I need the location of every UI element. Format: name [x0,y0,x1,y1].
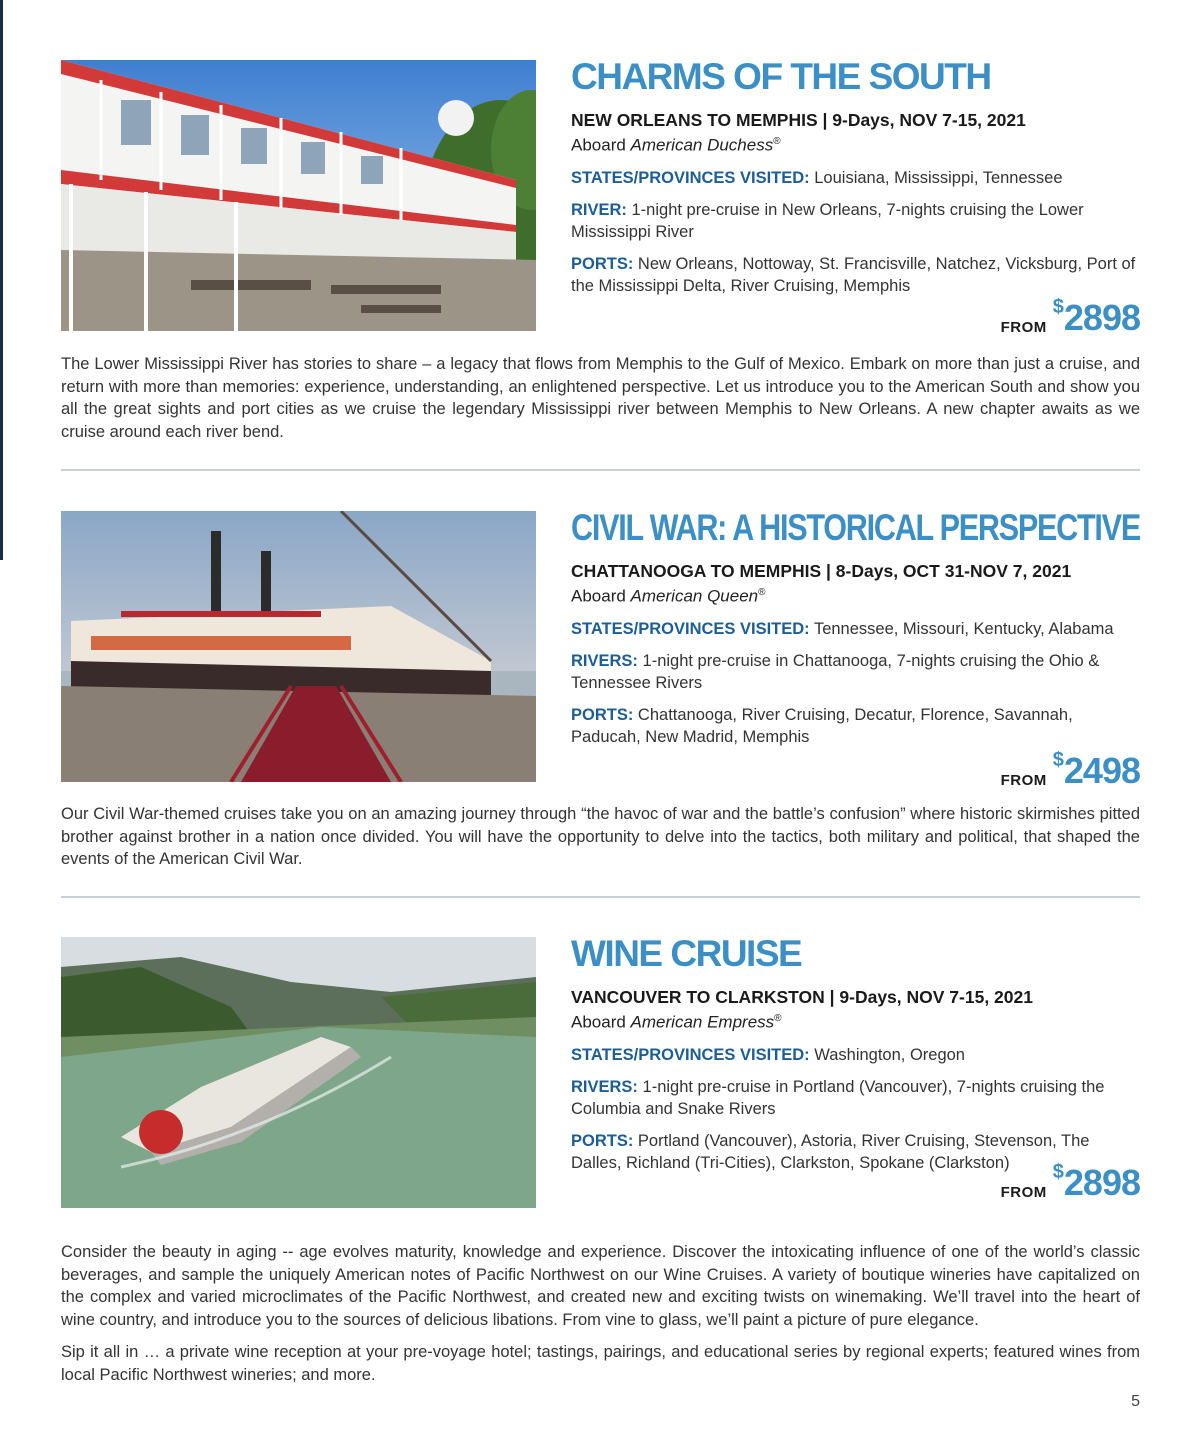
river-info: RIVER: 1-night pre-cruise in New Orleans, 7-nights cruising the Lower Mississippi River [571,200,1084,241]
cruise-description: Consider the beauty in aging -- age evolves maturity, knowledge and experience. Discover the intoxicating influence of one of the world’s classic beverages, and sample the uniquely American notes of Pacific Northwest on our Wine Cruises. A variety of boutique wineries have capitalized on the complex and varied microclimates of the Pacific Northwest, and created new and exciting twists on winemaking. We’ll travel into the heart of wine country, and introduce you to the sources of delicious libations. From vine to glass, we’ll paint a picture of pure elegance. Sip it all in … a private wine reception at your pre-voyage hotel; tastings, pairings, and educational series by regional experts; featured wines from local Pacific Northwest wineries; and more. [61,1243,1140,1384]
price-amount: 2898 [1063,1162,1140,1203]
river-info: RIVERS: 1-night pre-cruise in Chattanooga, 7-nights cruising the Ohio & Tennessee Rivers [571,651,1100,692]
states-visited: STATES/PROVINCES VISITED: Washington, Oregon [571,1045,965,1064]
cruise-info [571,56,1140,297]
page-number: 5 [1131,1393,1140,1410]
cruise-price: FROM$2898 [1000,1161,1140,1203]
cruise-photo-paddlewheeler-river [61,937,536,1208]
cruise-info [571,933,1140,1174]
cruise-photo-riverboat-deck [61,60,536,331]
cruise-ship: Aboard American Queen® [571,586,766,606]
cruise-title: CHARMS OF THE SOUTH [571,56,991,97]
cruise-description: Our Civil War-themed cruises take you on an amazing journey through “the havoc of war and the battle’s confusion” where historic skirmishes pitted brother against brother in a nation once divided. You will have the opportunity to delve into the tactics, both military and political, that shaped the events of the American Civil War. [61,805,1140,868]
ship-name: American Duchess [630,135,774,155]
cruise-route: CHATTANOOGA TO MEMPHIS | 8-Days, OCT 31-NOV 7, 2021 [571,561,1072,581]
cruise-photo-steamboat-gangway [61,511,536,782]
price-amount: 2498 [1063,750,1140,791]
states-visited: STATES/PROVINCES VISITED: Tennessee, Missouri, Kentucky, Alabama [571,619,1114,638]
ship-name: American Empress [630,1012,775,1032]
cruise-info [571,507,1140,748]
cruise-price: FROM$2898 [1000,296,1140,338]
river-info: RIVERS: 1-night pre-cruise in Portland (Vancouver), 7-nights cruising the Columbia and Snake Rivers [571,1077,1105,1118]
page-edge-bar [0,0,3,560]
cruise-ship: Aboard American Empress® [571,1012,782,1032]
states-visited: STATES/PROVINCES VISITED: Louisiana, Mississippi, Tennessee [571,168,1063,187]
ports-info: PORTS: Chattanooga, River Cruising, Decatur, Florence, Savannah, Paducah, New Madrid, Memphis [571,705,1073,746]
cruise-title: CIVIL WAR: A HISTORICAL PERSPECTIVE [571,507,1140,548]
section-divider [61,896,1140,898]
cruise-description: The Lower Mississippi River has stories to share – a legacy that flows from Memphis to the Gulf of Mexico. Embark on more than just a cruise, and return with more than memories: experience, understanding, an enlightened perspective. Let us introduce you to the American South and show you all the great sights and port cities as we cruise the legendary Mississippi river between Memphis to New Orleans. A new chapter awaits as we cruise around each river bend. [61,355,1140,441]
cruise-ship: Aboard American Duchess® [571,135,781,155]
cruise-title: WINE CRUISE [571,933,802,974]
cruise-route: NEW ORLEANS TO MEMPHIS | 9-Days, NOV 7-15, 2021 [571,110,1026,130]
ports-info: PORTS: Portland (Vancouver), Astoria, River Cruising, Stevenson, The Dalles, Richland (Tri-Cities), Clarkston, Spokane (Clarkston) [571,1131,1090,1172]
price-amount: 2898 [1063,297,1140,338]
cruise-route: VANCOUVER TO CLARKSTON | 9-Days, NOV 7-15, 2021 [571,987,1033,1007]
cruise-price: FROM$2498 [1000,749,1140,791]
ship-name: American Queen [630,586,759,606]
section-divider [61,469,1140,471]
ports-info: PORTS: New Orleans, Nottoway, St. Francisville, Natchez, Vicksburg, Port of the Mississippi Delta, River Cruising, Memphis [571,254,1136,295]
